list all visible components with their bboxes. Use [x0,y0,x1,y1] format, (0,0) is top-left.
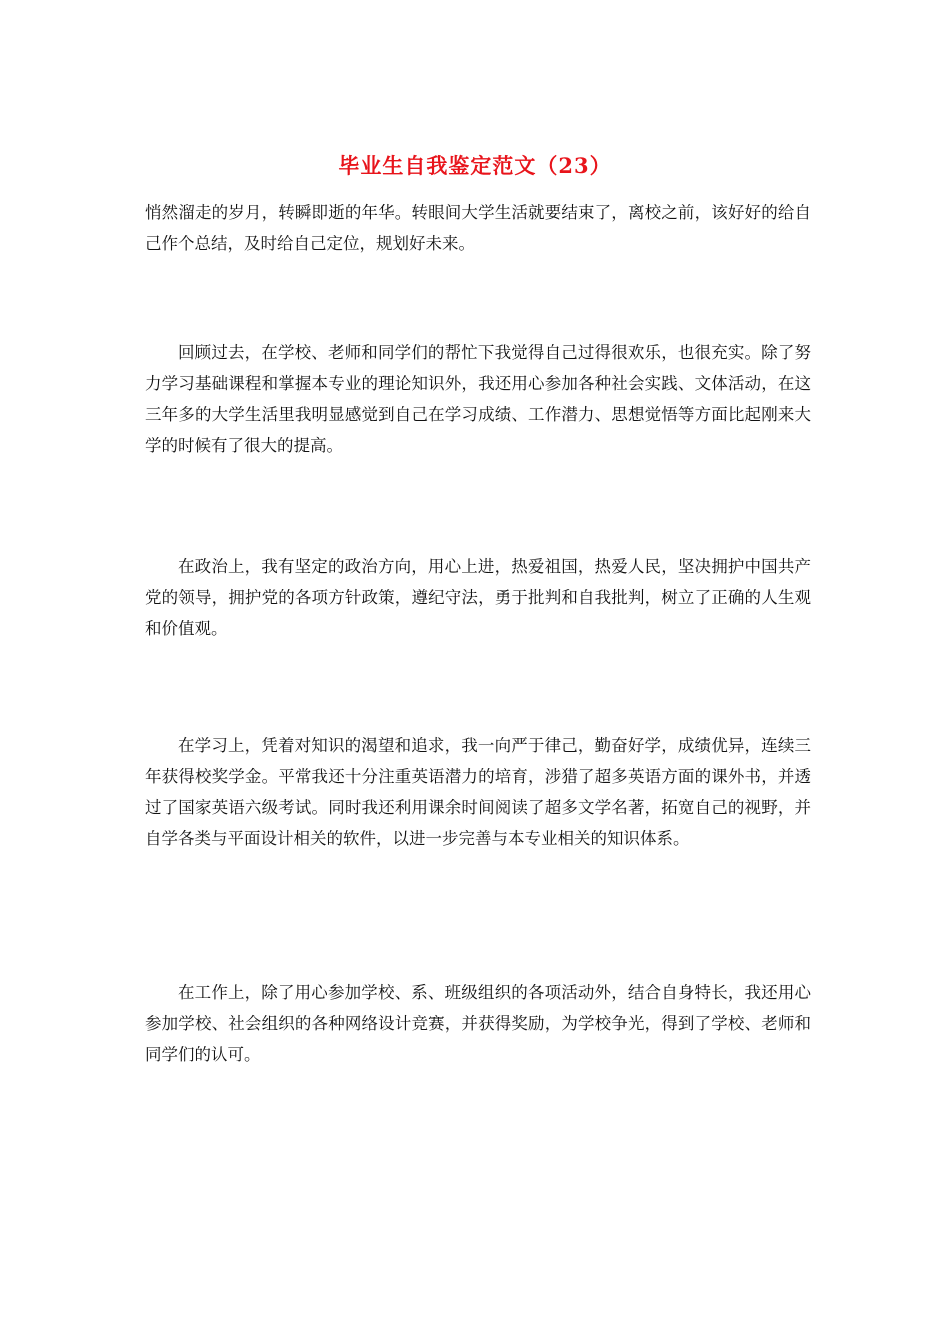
paragraph-intro: 悄然溜走的岁月，转瞬即逝的年华。转眼间大学生活就要结束了，离校之前，该好好的给自己作个总结，及时给自己定位，规划好未来。 [145,203,811,253]
paragraph-work: 在工作上，除了用心参加学校、系、班级组织的各项活动外，结合自身特长，我还用心参加学校、社会组织的各种网络设计竞赛，并获得奖励，为学校争光，得到了学校、老师和同学们的认可。 [145,983,811,1064]
paragraph-study: 在学习上，凭着对知识的渴望和追求，我一向严于律己，勤奋好学，成绩优异，连续三年获得校奖学金。平常我还十分注重英语潜力的培育，涉猎了超多英语方面的课外书，并透过了国家英语六级考试。同时我还利用课余时间阅读了超多文学名著，拓宽自己的视野，并自学各类与平面设计相关的软件，以进一步完善与本专业相关的知识体系。 [145,736,811,848]
document-title: 毕业生自我鉴定范文（23） [338,153,612,178]
paragraph-politics: 在政治上，我有坚定的政治方向，用心上进，热爱祖国，热爱人民，坚决拥护中国共产党的领导，拥护党的各项方针政策，遵纪守法，勇于批判和自我批判，树立了正确的人生观和价值观。 [145,557,811,638]
paragraph-review: 回顾过去，在学校、老师和同学们的帮忙下我觉得自己过得很欢乐，也很充实。除了努力学习基础课程和掌握本专业的理论知识外，我还用心参加各种社会实践、文体活动，在这三年多的大学生活里我明显感觉到自己在学习成绩、工作潜力、思想觉悟等方面比起刚来大学的时候有了很大的提高。 [145,343,811,455]
